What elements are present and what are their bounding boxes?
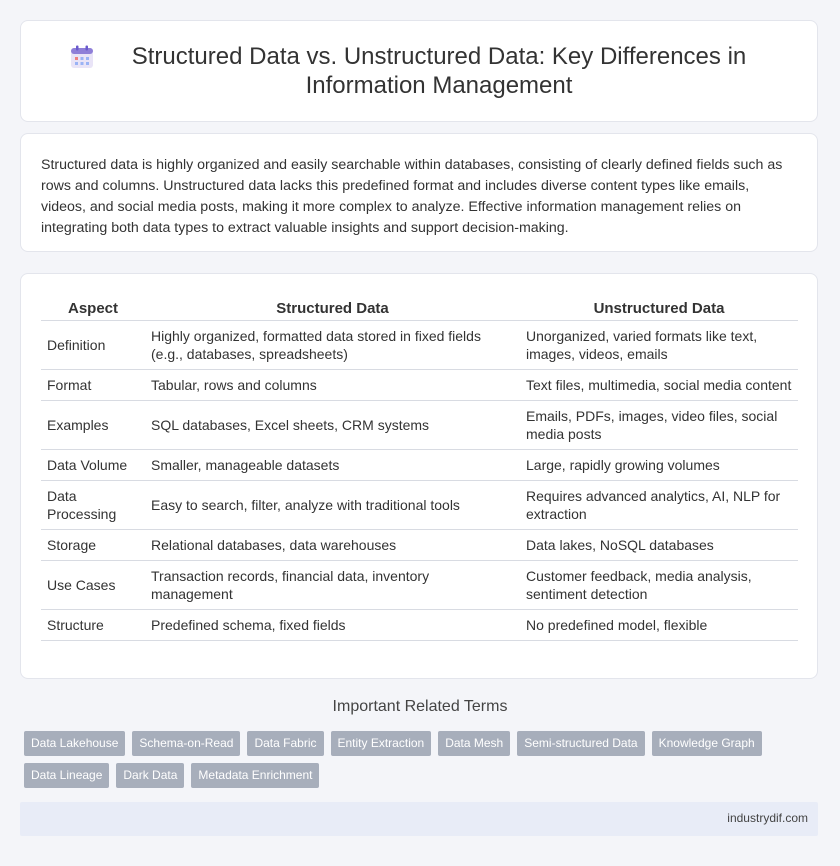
comparison-card bbox=[20, 273, 818, 679]
table-row bbox=[41, 481, 798, 530]
calendar-icon bbox=[69, 44, 95, 70]
related-term-tag[interactable]: Data Lakehouse bbox=[24, 731, 125, 756]
row-aspect: Structure bbox=[41, 610, 145, 641]
row-aspect: Use Cases bbox=[41, 561, 145, 610]
table-row bbox=[41, 561, 798, 610]
row-aspect: Examples bbox=[41, 401, 145, 450]
row-aspect: Format bbox=[41, 370, 145, 401]
row-unstructured: Customer feedback, media analysis, sentiment detection bbox=[520, 561, 798, 610]
row-structured: Predefined schema, fixed fields bbox=[145, 610, 520, 641]
row-aspect: Data Processing bbox=[41, 481, 145, 530]
row-unstructured: Emails, PDFs, images, video files, social media posts bbox=[520, 401, 798, 450]
related-term-tag[interactable]: Data Mesh bbox=[438, 731, 510, 756]
row-aspect: Data Volume bbox=[41, 450, 145, 481]
related-term-tag[interactable]: Knowledge Graph bbox=[652, 731, 762, 756]
title-card bbox=[20, 20, 818, 122]
intro-card bbox=[20, 133, 818, 252]
comparison-table bbox=[41, 294, 798, 641]
row-structured: SQL databases, Excel sheets, CRM systems bbox=[145, 401, 520, 450]
related-term-tag[interactable]: Semi-structured Data bbox=[517, 731, 644, 756]
row-structured: Relational databases, data warehouses bbox=[145, 530, 520, 561]
related-term-tag[interactable]: Dark Data bbox=[116, 763, 184, 788]
footer-site[interactable]: industrydif.com bbox=[727, 811, 808, 825]
row-unstructured: Large, rapidly growing volumes bbox=[520, 450, 798, 481]
table-row bbox=[41, 530, 798, 561]
row-structured: Smaller, manageable datasets bbox=[145, 450, 520, 481]
footer bbox=[20, 802, 818, 836]
related-term-tag[interactable]: Schema-on-Read bbox=[132, 731, 240, 756]
row-aspect: Storage bbox=[41, 530, 145, 561]
row-unstructured: Unorganized, varied formats like text, images, videos, emails bbox=[520, 321, 798, 370]
row-structured: Highly organized, formatted data stored in fixed fields (e.g., databases, spreadsheets) bbox=[145, 321, 520, 370]
row-structured: Easy to search, filter, analyze with traditional tools bbox=[145, 481, 520, 530]
table-row bbox=[41, 610, 798, 641]
intro-paragraph: Structured data is highly organized and easily searchable within databases, consisting of clearly defined fields such as rows and columns. Unstructured data lacks this predefined format and includes diverse content types like emails, videos, and social media posts, making it more complex to analyze. Effective information management relies on integrating both data types to extract valuable insights and support decision-making. bbox=[41, 157, 783, 236]
table-row bbox=[41, 401, 798, 450]
title-wrap bbox=[69, 42, 769, 100]
row-unstructured: Requires advanced analytics, AI, NLP for extraction bbox=[520, 481, 798, 530]
row-unstructured: Text files, multimedia, social media content bbox=[520, 370, 798, 401]
row-aspect: Definition bbox=[41, 321, 145, 370]
header-aspect: Aspect bbox=[41, 294, 145, 321]
table-header-row bbox=[41, 294, 798, 321]
related-term-tag[interactable]: Data Fabric bbox=[247, 731, 323, 756]
row-structured: Tabular, rows and columns bbox=[145, 370, 520, 401]
related-term-tag[interactable]: Metadata Enrichment bbox=[191, 763, 319, 788]
related-term-tag[interactable]: Data Lineage bbox=[24, 763, 109, 788]
related-term-tag[interactable]: Entity Extraction bbox=[331, 731, 432, 756]
table-row bbox=[41, 321, 798, 370]
header-unstructured: Unstructured Data bbox=[520, 294, 798, 321]
table-row bbox=[41, 450, 798, 481]
header-structured: Structured Data bbox=[145, 294, 520, 321]
related-terms-list bbox=[24, 731, 824, 795]
table-row bbox=[41, 370, 798, 401]
row-structured: Transaction records, financial data, inventory management bbox=[145, 561, 520, 610]
page-title: Structured Data vs. Unstructured Data: Key Differences in Information Management bbox=[131, 43, 747, 99]
related-terms-title: Important Related Terms bbox=[332, 698, 508, 715]
row-unstructured: Data lakes, NoSQL databases bbox=[520, 530, 798, 561]
row-unstructured: No predefined model, flexible bbox=[520, 610, 798, 641]
